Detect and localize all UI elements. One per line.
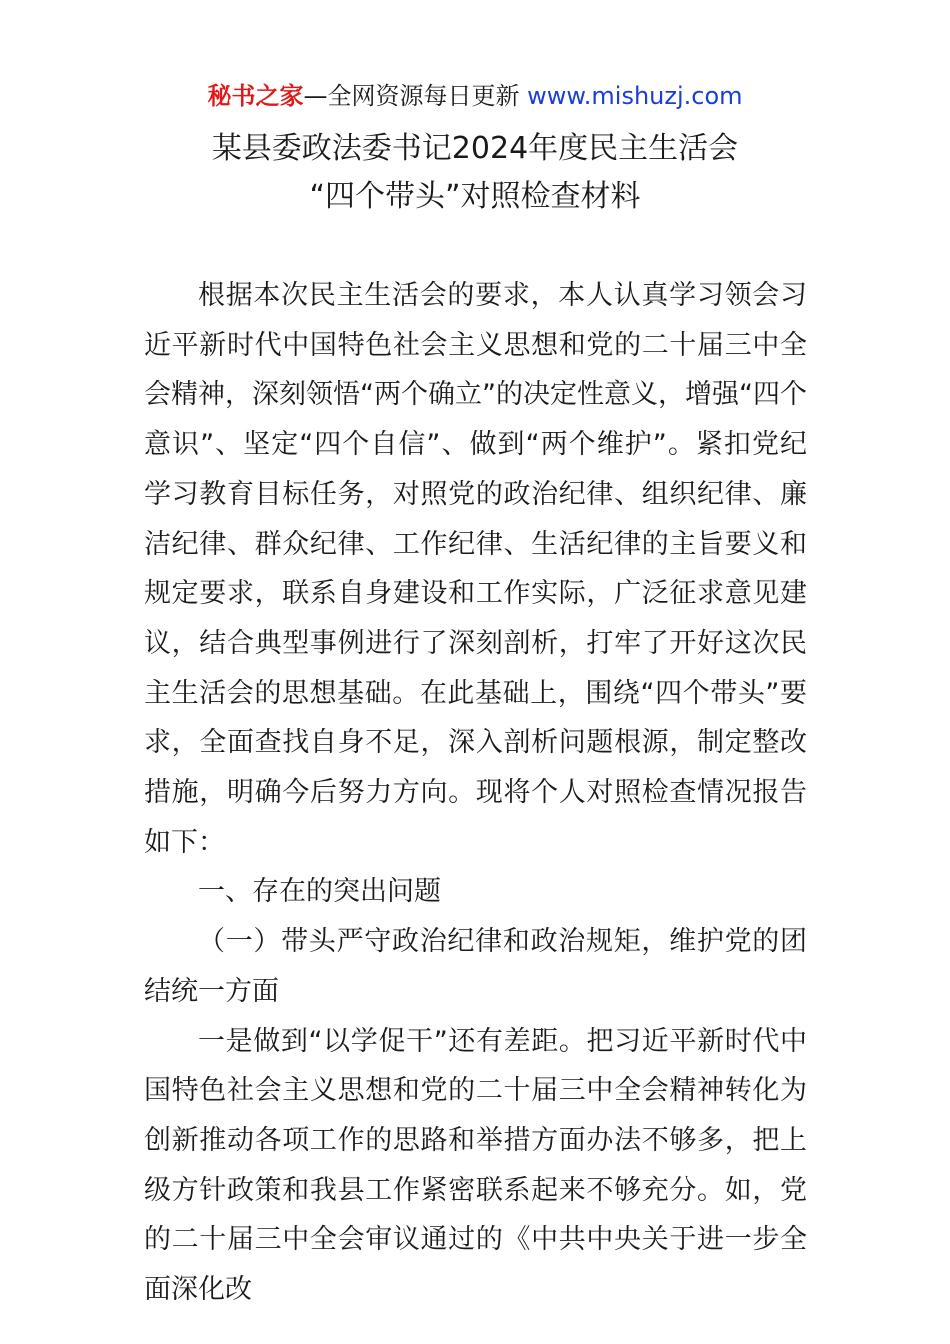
intro-paragraph: 根据本次民主生活会的要求，本人认真学习领会习近平新时代中国特色社会主义思想和党的二十届三中全会精神，深刻领悟“两个确立”的决定性意义，增强“四个意识”、坚定“四个自信”、做到“两个维护”。紧扣党纪学习教育目标任务，对照党的政治纪律、组织纪律、廉洁纪律、群众纪律、工作纪律、生活纪律的主旨要义和规定要求，联系自身建设和工作实际，广泛征求意见建议，结合典型事例进行了深刻剖析，打牢了开好这次民主生活会的思想基础。在此基础上，围绕“四个带头”要求，全面查找自身不足，深入剖析问题根源，制定整改措施，明确今后努力方向。现将个人对照检查情况报告如下： (144, 280, 807, 858)
document-title-line-1: 某县委政法委书记2024年度民主生活会 (211, 131, 739, 166)
site-banner (0, 78, 950, 114)
site-url-link[interactable]: www.mishuzj.com (527, 82, 743, 110)
document-title-line-2: “四个带头”对照检查材料 (309, 179, 641, 214)
body-paragraph: 一是做到“以学促干”还有差距。把习近平新时代中国特色社会主义思想和党的二十届三中全会精神转化为创新推动各项工作的思路和举措方面办法不够多，把上级方针政策和我县工作紧密联系起来不够充分。如，党的二十届三中全会审议通过的《中共中央关于进一步全面深化改 (144, 1025, 807, 1306)
document-body (144, 271, 807, 1315)
brand-name: 秘书之家 (207, 82, 304, 110)
banner-tagline: —全网资源每日更新 (303, 82, 520, 110)
section-heading: 一、存在的突出问题 (198, 876, 441, 908)
subsection-heading: （一）带头严守政治纪律和政治规矩，维护党的团结统一方面 (144, 926, 807, 1007)
